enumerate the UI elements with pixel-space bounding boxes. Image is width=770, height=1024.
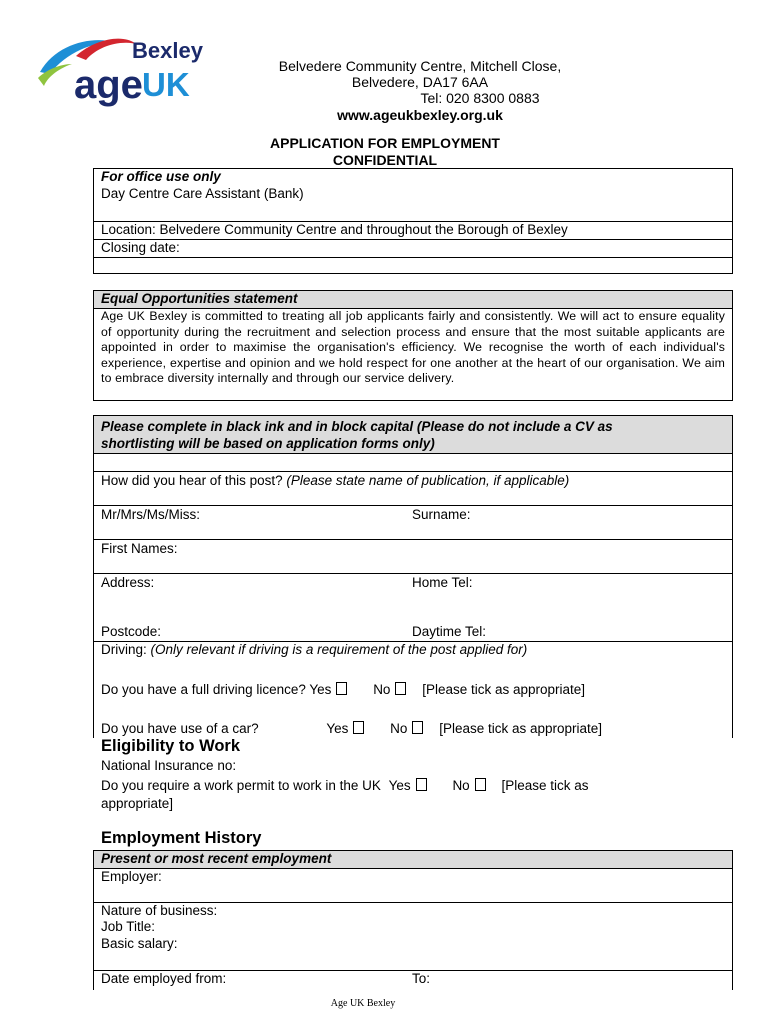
nature-of-business-label: Nature of business:: [101, 903, 218, 918]
blank-row: [94, 453, 732, 471]
car-tick-note: [Please tick as appropriate]: [439, 721, 603, 736]
location: Location: Belvedere Community Centre and throughout the Borough of Bexley: [94, 221, 732, 239]
website: www.ageukbexley.org.uk: [337, 107, 503, 123]
employer-row[interactable]: [94, 868, 732, 902]
car-no-label: No: [390, 721, 408, 736]
office-use-heading: For office use only: [101, 169, 221, 184]
logo-bexley-text: Bexley: [132, 38, 203, 63]
logo-age-text: age: [74, 63, 143, 107]
work-permit-question: Do you require a work permit to work in the UK: [101, 778, 381, 793]
driving-label: Driving:: [101, 642, 147, 657]
licence-question: Do you have a full driving licence?: [101, 682, 306, 697]
equal-opportunities-box: [93, 290, 733, 401]
licence-no-label: No: [373, 682, 391, 697]
daytime-tel-label: Daytime Tel:: [412, 624, 487, 639]
address-line-1: Belvedere Community Centre, Mitchell Close,: [278, 58, 562, 74]
surname-label: Surname:: [412, 507, 471, 522]
licence-tick-note: [Please tick as appropriate]: [422, 682, 586, 697]
job-title-row[interactable]: [94, 919, 732, 936]
first-names-row[interactable]: [94, 539, 732, 573]
car-question: Do you have use of a car?: [101, 721, 259, 736]
driving-section: [94, 641, 732, 739]
basic-salary-label: Basic salary:: [101, 936, 178, 951]
position-title: Day Centre Care Assistant (Bank): [101, 186, 304, 201]
completion-instruction: [94, 416, 732, 453]
postcode-label: Postcode:: [101, 624, 162, 639]
dates-employed-row[interactable]: [94, 970, 732, 991]
home-tel-label: Home Tel:: [412, 575, 473, 590]
date-to-label: To:: [412, 971, 431, 986]
national-insurance-label: National Insurance no:: [101, 758, 237, 773]
permit-tick-note-continued: appropriate]: [101, 796, 174, 811]
name-row[interactable]: [94, 505, 732, 539]
present-employment-heading: Present or most recent employment: [94, 851, 732, 868]
permit-yes-checkbox[interactable]: [416, 778, 427, 791]
car-no-checkbox[interactable]: [412, 721, 423, 734]
hear-of-post-row[interactable]: [94, 471, 732, 505]
closing-date-label: Closing date:: [94, 239, 732, 257]
office-use-box: [93, 168, 733, 274]
blank-row: [94, 257, 732, 274]
date-from-label: Date employed from:: [101, 971, 227, 986]
telephone: Tel: 020 8300 0883: [420, 90, 540, 106]
address-row[interactable]: [94, 573, 732, 641]
nature-of-business-row[interactable]: [94, 902, 732, 919]
job-title-label: Job Title:: [101, 919, 156, 934]
title-label: Mr/Mrs/Ms/Miss:: [101, 507, 200, 522]
instruction-line-2: shortlisting will be based on application forms only): [101, 436, 435, 451]
employment-history-heading: Employment History: [101, 829, 262, 847]
equal-opps-statement: Age UK Bexley is committed to treating all job applicants fairly and consistently. We will act to ensure equality of opportunity during the recruitment and selection process and ensure that the most suitable applicants are appointed in order to maximise the organisation's efficiency. We recognise the worth of each individual's experience, expertise and opinion and we hold respect for one another at the heart of our organisation. We aim to embrace diversity internally and through our service delivery.: [94, 308, 732, 401]
address-label: Address:: [101, 575, 155, 590]
hear-of-post-note: (Please state name of publication, if applicable): [286, 473, 570, 488]
eligibility-heading: Eligibility to Work: [101, 737, 241, 755]
car-yes-checkbox[interactable]: [353, 721, 364, 734]
licence-yes-label: Yes: [309, 682, 332, 697]
permit-no-label: No: [452, 778, 470, 793]
first-names-label: First Names:: [101, 541, 178, 556]
logo-uk-text: UK: [142, 66, 190, 103]
driving-note: (Only relevant if driving is a requirement of the post applied for): [150, 642, 528, 657]
hear-of-post-label: How did you hear of this post?: [101, 473, 283, 488]
permit-yes-label: Yes: [388, 778, 411, 793]
instruction-line-1: Please complete in black ink and in block capital (Please do not include a CV as: [101, 419, 613, 434]
basic-salary-row[interactable]: [94, 936, 732, 970]
confidential-label: CONFIDENTIAL: [332, 152, 438, 168]
work-permit-row: [101, 778, 589, 793]
licence-row: [101, 682, 585, 697]
car-row: [101, 721, 602, 736]
employment-history-box: [93, 850, 733, 990]
form-title: APPLICATION FOR EMPLOYMENT: [270, 135, 500, 151]
footer-text: Age UK Bexley: [330, 998, 396, 1009]
address-line-2: Belvedere, DA17 6AA: [351, 74, 489, 90]
employer-label: Employer:: [101, 869, 162, 884]
car-yes-label: Yes: [326, 721, 349, 736]
permit-no-checkbox[interactable]: [475, 778, 486, 791]
licence-no-checkbox[interactable]: [395, 682, 406, 695]
equal-opps-heading: Equal Opportunities statement: [94, 291, 732, 308]
applicant-details-box: [93, 415, 733, 738]
licence-yes-checkbox[interactable]: [336, 682, 347, 695]
permit-tick-note: [Please tick as: [501, 778, 589, 793]
